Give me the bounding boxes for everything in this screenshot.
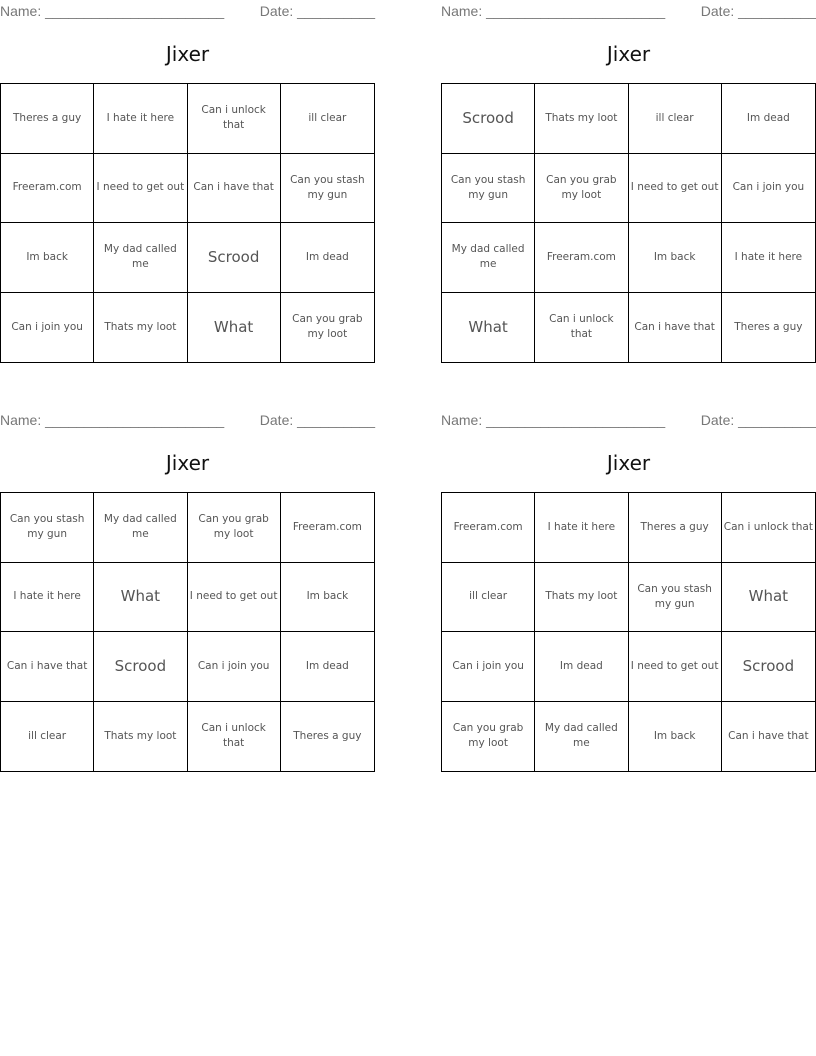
bingo-cell: Theres a guy <box>293 729 362 742</box>
bingo-cell: Thats my loot <box>535 84 628 154</box>
bingo-cell: Can you grab my loot <box>535 154 628 224</box>
date-field: Date: __________ <box>259 412 375 428</box>
bingo-cell: What <box>442 293 535 363</box>
card-title: Jixer <box>165 42 210 66</box>
bingo-cell: Im dead <box>535 632 628 702</box>
bingo-cell: I hate it here <box>722 223 815 293</box>
bingo-cell: My dad called me <box>94 223 187 293</box>
bingo-cell: Im dead <box>722 84 815 154</box>
bingo-cell: Can you stash my gun <box>442 154 535 224</box>
card-header <box>441 0 816 22</box>
bingo-cell: Theres a guy <box>734 320 803 333</box>
bingo-cell: ill clear <box>629 84 722 154</box>
bingo-cell: I hate it here <box>1 563 94 633</box>
bingo-cell: I need to get out <box>629 632 722 702</box>
bingo-cell: Can you grab my loot <box>442 702 535 772</box>
bingo-cell: Can you grab my loot <box>188 493 281 563</box>
bingo-cell: Can i have that <box>629 293 722 363</box>
bingo-cell: My dad called me <box>442 223 535 293</box>
bingo-cell: I need to get out <box>188 563 281 633</box>
date-field: Date: __________ <box>700 412 816 428</box>
bingo-cell: I hate it here <box>535 493 628 563</box>
bingo-cell: What <box>722 563 815 633</box>
card-header <box>441 409 816 431</box>
bingo-cell: Can i join you <box>1 293 94 363</box>
bingo-cell: Scrood <box>442 84 535 154</box>
bingo-cell: Can i unlock that <box>722 493 815 563</box>
bingo-cell: My dad called me <box>535 702 628 772</box>
bingo-cell: Can i have that <box>188 154 281 224</box>
bingo-cell: Can i have that <box>1 632 94 702</box>
bingo-cell: Scrood <box>722 632 815 702</box>
bingo-cell: I need to get out <box>94 154 187 224</box>
bingo-grid <box>441 83 816 363</box>
bingo-cell: Thats my loot <box>94 702 187 772</box>
bingo-cell: Freeram.com <box>535 223 628 293</box>
bingo-cell: Can i unlock that <box>535 293 628 363</box>
bingo-cell: Theres a guy <box>629 493 722 563</box>
bingo-cell: Can you grab my loot <box>292 313 363 341</box>
date-field: Date: __________ <box>700 3 816 19</box>
name-field: Name: _______________________ <box>0 412 225 428</box>
date-field: Date: __________ <box>259 3 375 19</box>
bingo-cell: What <box>94 563 187 633</box>
bingo-grid <box>0 83 375 363</box>
bingo-cell: Scrood <box>188 223 281 293</box>
bingo-cell: Can i unlock that <box>188 84 281 154</box>
bingo-cell: Im dead <box>281 223 374 293</box>
card-title: Jixer <box>606 451 651 475</box>
bingo-cell: Freeram.com <box>442 493 535 563</box>
bingo-cell: Freeram.com <box>281 493 374 563</box>
bingo-cell: Can i join you <box>442 632 535 702</box>
card-header <box>0 409 375 431</box>
bingo-cell: Im back <box>629 223 722 293</box>
bingo-cell: Can you stash my gun <box>281 154 374 224</box>
bingo-grid <box>441 492 816 772</box>
bingo-cell: Can i have that <box>728 729 809 742</box>
bingo-cell: ill clear <box>442 563 535 633</box>
bingo-cell: Theres a guy <box>1 84 94 154</box>
bingo-cell: Im back <box>281 563 374 633</box>
bingo-cell: My dad called me <box>94 493 187 563</box>
name-field: Name: _______________________ <box>441 412 666 428</box>
bingo-cell: Can you stash my gun <box>629 563 722 633</box>
bingo-cell: Thats my loot <box>94 293 187 363</box>
bingo-cell: I hate it here <box>94 84 187 154</box>
bingo-cell: Can i unlock that <box>188 702 281 772</box>
bingo-cell: ill clear <box>281 84 374 154</box>
name-field: Name: _______________________ <box>0 3 225 19</box>
bingo-cell: ill clear <box>1 702 94 772</box>
bingo-cell: Can you stash my gun <box>1 493 94 563</box>
bingo-cell: I need to get out <box>629 154 722 224</box>
bingo-cell: What <box>188 293 281 363</box>
bingo-cell: Im back <box>1 223 94 293</box>
name-field: Name: _______________________ <box>441 3 666 19</box>
bingo-cell: Can i join you <box>188 632 281 702</box>
card-title: Jixer <box>606 42 651 66</box>
card-title: Jixer <box>165 451 210 475</box>
card-header <box>0 0 375 22</box>
bingo-cell: Scrood <box>94 632 187 702</box>
bingo-cell: Thats my loot <box>535 563 628 633</box>
bingo-grid <box>0 492 375 772</box>
bingo-cell: Freeram.com <box>1 154 94 224</box>
bingo-cell: Can i join you <box>722 154 815 224</box>
bingo-cell: Im dead <box>281 632 374 702</box>
bingo-cell: Im back <box>629 702 722 772</box>
